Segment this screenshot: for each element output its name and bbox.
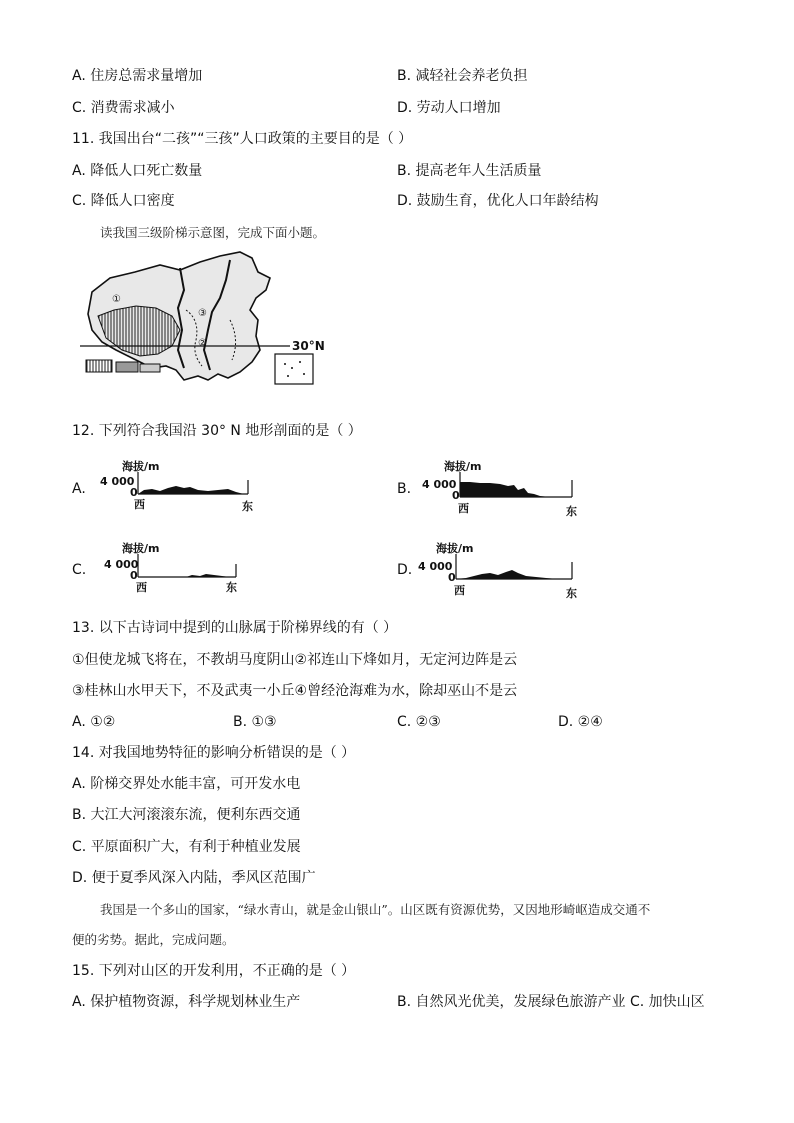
first-step-region (98, 306, 180, 356)
axis-title: 海拔/m (436, 542, 474, 555)
tick-4000: 4 000 (422, 478, 457, 491)
tick-4000: 4 000 (104, 558, 139, 571)
q13-option-d: D. ②④ (558, 714, 603, 730)
tick-4000: 4 000 (418, 560, 453, 573)
region-number-1: ① (112, 294, 121, 305)
china-terrain-map (80, 250, 330, 385)
axis-title: 海拔/m (122, 460, 160, 473)
q13-option-a: A. ①② (72, 714, 116, 730)
q13-poem-line-1: ①但使龙城飞将在，不教胡马度阴山②祁连山下烽如月，无定河边阵是云 (72, 652, 518, 668)
tick-0: 0 (452, 489, 460, 502)
q14-stem: 14. 对我国地势特征的影响分析错误的是（ ） (72, 745, 356, 761)
q14-option-d: D. 便于夏季风深入内陆，季风区范围广 (72, 870, 316, 886)
profile-a (96, 458, 266, 513)
west-label: 西 (134, 498, 145, 511)
tick-0: 0 (130, 486, 138, 499)
q15-option-b: B. 自然风光优美，发展绿色旅游产业 C. 加快山区 (397, 994, 705, 1010)
q15-intro-line-2: 便的劣势。据此，完成问题。 (72, 932, 235, 947)
region-number-2: ② (198, 338, 207, 349)
q13-option-c: C. ②③ (397, 714, 441, 730)
east-label: 东 (566, 587, 577, 600)
q15-stem: 15. 下列对山区的开发利用，不正确的是（ ） (72, 963, 356, 979)
tick-4000: 4 000 (100, 475, 135, 488)
profile-d (418, 540, 588, 600)
q14-option-a: A. 阶梯交界处水能丰富，可开发水电 (72, 776, 301, 792)
tick-0: 0 (130, 569, 138, 582)
q12-stem: 12. 下列符合我国沿 30° N 地形剖面的是（ ） (72, 423, 362, 439)
axis-title: 海拔/m (444, 460, 482, 473)
east-label: 东 (566, 505, 577, 518)
q15-option-a: A. 保护植物资源，科学规划林业生产 (72, 994, 301, 1010)
region-number-3: ③ (198, 308, 207, 319)
q11-stem: 11. 我国出台“二孩”“三孩”人口政策的主要目的是（ ） (72, 131, 413, 147)
terrain-profile (456, 570, 558, 579)
map-intro: 读我国三级阶梯示意图，完成下面小题。 (100, 225, 326, 240)
tick-0: 0 (448, 571, 456, 584)
q11-option-a: A. 降低人口死亡数量 (72, 163, 203, 179)
q15-intro-line-1: 我国是一个多山的国家，“绿水青山，就是金山银山”。山区既有资源优势，又因地形崎岖造成交通不 (100, 902, 651, 917)
east-label: 东 (242, 500, 253, 513)
west-label: 西 (136, 581, 147, 594)
q13-option-b: B. ①③ (233, 714, 277, 730)
legend-block (86, 360, 112, 372)
latitude-label: 30°N (292, 339, 325, 353)
q10-option-a: A. 住房总需求量增加 (72, 68, 203, 84)
q12-option-d-label: D. (397, 562, 413, 578)
q12-option-a-label: A. (72, 481, 86, 497)
west-label: 西 (454, 584, 465, 597)
q14-option-c: C. 平原面积广大，有利于种植业发展 (72, 839, 301, 855)
q13-stem: 13. 以下古诗词中提到的山脉属于阶梯界线的有（ ） (72, 620, 398, 636)
terrain-profile (460, 482, 550, 497)
west-label: 西 (458, 502, 469, 515)
q11-option-b: B. 提高老年人生活质量 (397, 163, 542, 179)
profile-c (96, 540, 266, 595)
q12-option-c-label: C. (72, 562, 87, 578)
east-label: 东 (226, 581, 237, 594)
q13-poem-line-2: ③桂林山水甲天下，不及武夷一小丘④曾经沧海难为水，除却巫山不是云 (72, 683, 518, 699)
q10-option-b: B. 减轻社会养老负担 (397, 68, 528, 84)
q10-option-d: D. 劳动人口增加 (397, 100, 501, 116)
q10-option-c: C. 消费需求减小 (72, 100, 175, 116)
q11-option-d: D. 鼓励生育，优化人口年龄结构 (397, 193, 599, 209)
q11-option-c: C. 降低人口密度 (72, 193, 175, 209)
terrain-profile (138, 486, 244, 494)
axis-title: 海拔/m (122, 542, 160, 555)
q14-option-b: B. 大江大河滚滚东流，便利东西交通 (72, 807, 301, 823)
profile-b (418, 458, 588, 518)
south-china-sea-inset (275, 354, 313, 384)
q12-option-b-label: B. (397, 481, 412, 497)
